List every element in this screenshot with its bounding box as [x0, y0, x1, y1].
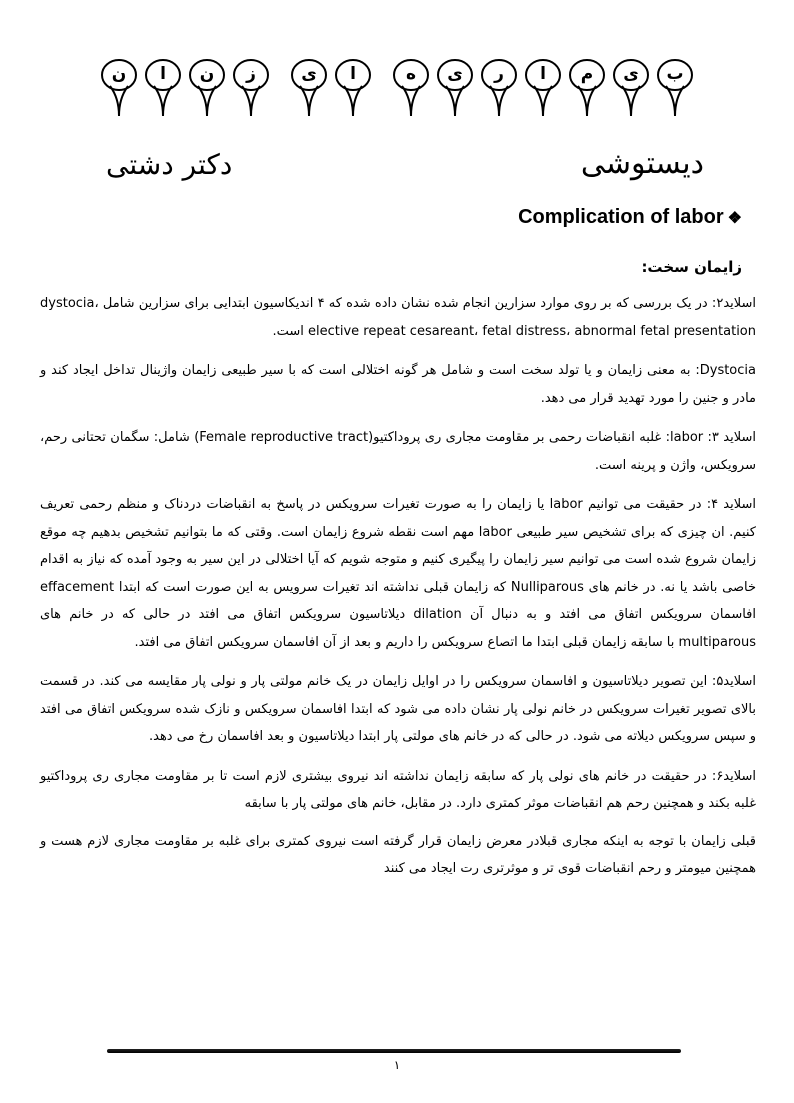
word-gap: [375, 58, 389, 128]
paragraph-slide-6: اسلاید۶: در حقیقت در خانم های نولی پار که سابقه زایمان نداشته اند نیروی بیشتری لازم است تا بر مقاومت مجاری ری پروداکتیو غلبه بکند و همچنین رحم هم انقباضات موثر کمتری دارد. در مقابل، خانم های مولتی پار با سابقه: [40, 768, 756, 811]
balloon-letter-text: ی: [623, 64, 639, 84]
balloon-letter: [391, 58, 431, 120]
balloon-letter: [187, 58, 227, 120]
diamond-bullet-icon: ❖: [727, 209, 742, 227]
balloon-letter-text: ا: [160, 64, 166, 84]
page-number: ۱: [393, 1058, 401, 1072]
balloon-letter-text: ه: [405, 64, 417, 84]
paragraph-slide-4: اسلاید ۴: در حقیقت می توانیم labor یا زایمان را به صورت تغیرات سرویکس در پاسخ به انقباضات دردناک و منظم رحمی تعریف کنیم. ان چیزی که برای تشخیص سیر طبیعی labor مهم است نقطه شروع زایمان است. وقتی که ما بتوانیم تشخیص بدهیم چه موقع زایمان شروع شده است می توانیم سیر زایمان را پیگیری کنیم و متوجه شویم که آیا اختلالی در این سیر به وجود آمده که نیاز به اقدام خاصی باشد یا نه. در خانم های Nulliparous که زایمان قبلی نداشته اند تغیرات سرویس به این صورت است که ابتدا effacement افاسمان سرویکس اتفاق می افتد و به دنبال آن dilation دیلاتاسیون سرویکس اتفاق می افتد در حالی که در خانم های multiparous با سابقه زایمان قبلی ابتدا ما اتصاع سرویکس را داریم و بعد از آن افاسمان سرویکس اتفاق می افتد.: [40, 497, 756, 650]
balloon-letter: [289, 58, 329, 120]
balloon-letter: [523, 58, 563, 120]
balloon-letter: [333, 58, 373, 120]
paragraph-dystocia: Dystocia: به معنی زایمان و یا تولد سخت است و شامل هر گونه اختلالی است که با سیر طبیعی زایمان واژینال تداخل ایجاد کند و مادر و جنین را مورد تهدید قرار می دهد.: [40, 363, 756, 406]
balloon-letter-text: ی: [447, 64, 463, 84]
footer-divider: [107, 1049, 681, 1053]
balloon-letter: [99, 58, 139, 120]
subheading: زایمان سخت:: [641, 258, 742, 276]
author-name: دکتر دشتی: [106, 148, 233, 181]
balloon-letter: [231, 58, 271, 120]
balloon-letter-text: ن: [199, 64, 215, 84]
balloon-letter: [435, 58, 475, 120]
body-text: [40, 290, 756, 895]
balloon-letter: [567, 58, 607, 120]
section-heading-text: Complication of labor: [518, 206, 724, 228]
balloon-letter-text: ن: [111, 64, 127, 84]
balloon-letter: [611, 58, 651, 120]
balloon-letter-text: ا: [540, 64, 546, 84]
paragraph-slide-6-continued: قبلی زایمان با توجه به اینکه مجاری قبلادر معرض زایمان قرار گرفته است نیروی کمتری برای غلبه بر مقاومت مجاری لازم هست و همچنین میومتر و رحم انقباضات قوی تر و موثرتری رت ایجاد می کنند: [40, 833, 756, 876]
balloon-letter: [655, 58, 695, 120]
balloon-letter-text: م: [580, 64, 594, 84]
balloon-letter-text: ا: [350, 64, 356, 84]
balloon-letter: [479, 58, 519, 120]
balloon-letter: [143, 58, 183, 120]
paragraph-slide-2: اسلاید۲: در یک بررسی که بر روی موارد سزارین انجام شده نشان داده شده که ۴ اندیکاسیون ابتدایی برای سزارین شامل dystocia، elective repeat cesareant، fetal distress، abnormal fetal presentation است.: [40, 296, 757, 339]
word-gap: [273, 58, 287, 128]
balloon-letter-text: ی: [301, 64, 317, 84]
balloon-letter-text: ب: [666, 64, 684, 84]
balloon-letter-text: ز: [246, 64, 256, 84]
section-heading: [518, 206, 742, 229]
title-balloon-banner: [0, 58, 794, 128]
document-title: دیستوشی: [580, 146, 704, 181]
paragraph-slide-5: اسلاید۵: این تصویر دیلاتاسیون و افاسمان سرویکس را در اوایل زایمان در یک خانم مولتی پار و نولی پار مقایسه می کند. در قسمت بالای تصویر تغیرات سرویکس در خانم نولی پار نشان داده می شود که ابتدا افاسمان سرویکس و نازک شده سرویکس اتفاق می افتد و سپس سرویکس دیلاته می شود. در حالی که در خانم های مولتی پار ابتدا دیلاتاسیون و بعد افاسمان رخ می دهد.: [40, 674, 756, 744]
paragraph-slide-3: اسلاید ۳: labor: غلبه انقباضات رحمی بر مقاومت مجاری ری پروداکتیو(Female reproductive tract) شامل: سگمان تحتانی رحم، سرویکس، واژن و پرینه است.: [40, 430, 756, 473]
balloon-letter-text: ر: [494, 64, 504, 84]
